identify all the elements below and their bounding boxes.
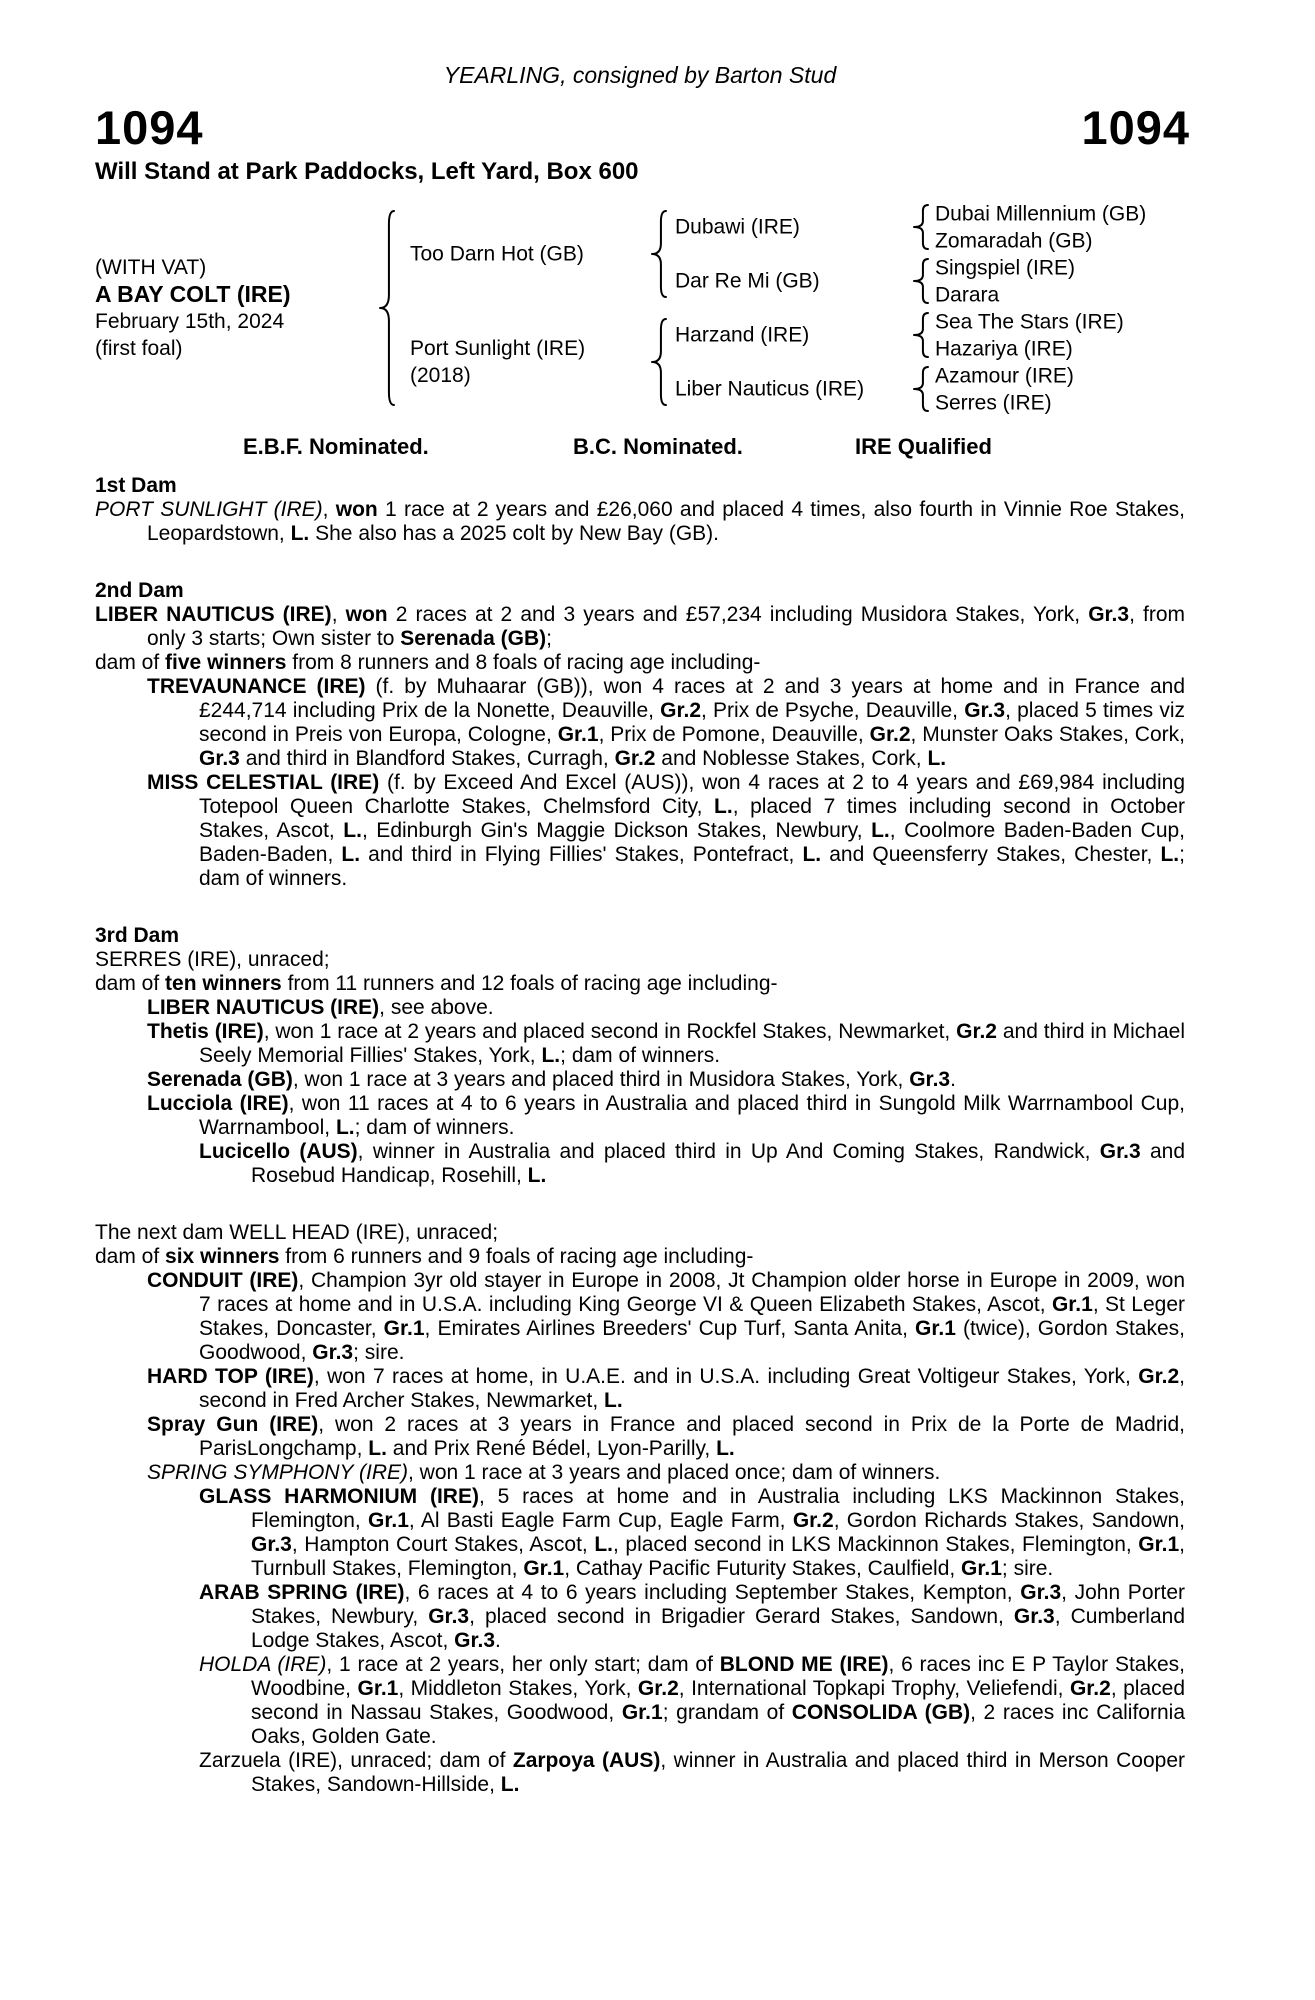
text-segment: Lucicello (AUS) [199,1140,358,1163]
pedigree-paragraph [95,1092,1185,1140]
sire-name: Too Darn Hot (GB) [410,242,584,266]
pedigree-paragraph [95,771,1185,891]
pedigree-table [95,200,1185,416]
text-segment: Spray Gun (IRE) [147,1413,319,1436]
text-segment: , International Topkapi Trophy, Veliefendi, [678,1677,1070,1700]
text-segment: , Cumberland Lodge Stakes, Ascot, [251,1605,1185,1652]
text-segment: BLOND ME (IRE) [719,1653,889,1676]
text-segment: L. [1160,843,1180,866]
text-segment: , Cathay Pacific Futurity Stakes, Caulfield, [564,1557,962,1580]
text-segment: , Edinburgh Gin's Maggie Dickson Stakes, Newbury, [361,819,872,842]
text-segment: Gr.2 [956,1020,997,1043]
text-segment: Gr.3 [1088,603,1130,626]
pedigree-section [95,924,1185,1188]
text-segment: L. [527,1164,547,1187]
text-segment: and Rosebud Handicap, Rosehill, [251,1140,1186,1187]
text-segment: , Al Basti Eagle Farm Cup, Eagle Farm, [408,1509,793,1532]
pedigree-brace-icon [651,210,667,298]
text-segment: L. [802,843,822,866]
text-segment: , Hampton Court Stakes, Ascot, [291,1533,595,1556]
text-segment: , winner in Australia and placed third in Merson Cooper Stakes, Sandown-Hillside, [251,1749,1185,1796]
text-segment: and third in Blandford Stakes, Curragh, [239,747,615,770]
pedigree-paragraph [95,603,1185,651]
text-segment: dam of [95,972,166,995]
text-segment: CONSOLIDA (GB) [791,1701,971,1724]
text-segment: , Champion 3yr old stayer in Europe in 2008, Jt Champion older horse in Europe in 2009, won 7 races at home and in U.S.A. including King George VI & Queen Elizabeth Stakes, Ascot, [199,1269,1185,1316]
pedigree-section [95,579,1185,891]
text-segment: , won 11 races at 4 to 6 years in Australia and placed third in Sungold Milk Warrnambool Cup, Warrnambool, [199,1092,1185,1139]
text-segment: L. [927,747,947,770]
text-segment: , won 2 races at 3 years in France and placed second in Prix de la Porte de Madrid, ParisLongchamp, [199,1413,1185,1460]
pedigree-paragraph [95,1749,1185,1797]
text-segment: L. [335,1116,355,1139]
pedigree-great-grandsire: Dubai Millennium (GB) [935,202,1147,225]
text-segment: , [331,603,346,626]
pedigree-paragraph [95,1068,1185,1092]
text-segment: ; grandam of [662,1701,792,1724]
text-segment: dam of [95,651,166,674]
text-segment: ; dam of winners. [560,1044,721,1067]
text-segment: Gr.3 [1099,1140,1141,1163]
pedigree-paragraph [95,1485,1185,1581]
text-segment: , Gordon Richards Stakes, Sandown, [833,1509,1186,1532]
pedigree-grandparent: Dubawi (IRE) [675,215,800,239]
pedigree-paragraph [95,1461,1185,1485]
text-segment: , Emirates Airlines Breeders' Cup Turf, Santa Anita, [424,1317,916,1340]
pedigree-text [95,474,1185,1797]
text-segment: five winners [165,651,287,674]
pedigree-great-granddam: Serres (IRE) [935,391,1052,414]
pedigree-brace-icon [913,312,929,358]
text-segment: Gr.2 [614,747,656,770]
text-segment: Gr.1 [383,1317,425,1340]
text-segment: L. [604,1389,623,1412]
text-segment: SPRING SYMPHONY (IRE) [147,1461,408,1484]
text-segment: The next dam WELL HEAD (IRE), unraced; [95,1221,499,1244]
text-segment: HOLDA (IRE) [199,1653,327,1676]
text-segment: , 5 races at home and in Australia including LKS Mackinnon Stakes, Flemington, [251,1485,1185,1532]
text-segment: Thetis (IRE) [147,1020,264,1043]
text-segment: , Middleton Stakes, York, [398,1677,638,1700]
text-segment: ; sire. [1001,1557,1054,1580]
text-segment: , placed second in Nassau Stakes, Goodwood, [251,1677,1186,1724]
section-heading: 1st Dam [95,474,177,497]
pedigree-dam [410,335,585,389]
text-segment: from 6 runners and 9 foals of racing age including- [279,1245,754,1268]
pedigree-paragraph [95,1245,1185,1269]
text-segment: ten winners [165,972,282,995]
text-segment: , Munster Oaks Stakes, Cork, [910,723,1185,746]
text-segment: LIBER NAUTICUS (IRE) [147,996,380,1019]
text-segment: dam of [95,1245,166,1268]
text-segment: HARD TOP (IRE) [147,1365,314,1388]
bc-nominated-label: B.C. Nominated. [573,434,743,459]
text-segment: , winner in Australia and placed third in Up And Coming Stakes, Randwick, [357,1140,1100,1163]
subject-line: A BAY COLT (IRE) [95,281,291,307]
text-segment: , from only 3 starts; Own sister to [147,603,1185,650]
pedigree-paragraph [95,498,1185,546]
pedigree-grandparent: Liber Nauticus (IRE) [675,377,865,401]
text-segment: and Queensferry Stakes, Chester, [821,843,1161,866]
text-segment: Gr.3 [964,699,1006,722]
pedigree-paragraph [95,1269,1185,1365]
text-segment: L. [871,819,890,842]
text-segment: Gr.1 [357,1677,399,1700]
text-segment: Gr.1 [523,1557,565,1580]
text-segment: Lucciola (IRE) [147,1092,289,1115]
pedigree-paragraph [95,1413,1185,1461]
text-segment: L. [341,843,361,866]
pedigree-paragraph [95,1020,1185,1068]
text-segment: Gr.2 [660,699,702,722]
text-segment: , 2 races inc California Oaks, Golden Gate. [251,1701,1185,1748]
text-segment: Gr.3 [251,1533,292,1556]
text-segment: , placed second in LKS Mackinnon Stakes, Flemington, [613,1533,1139,1556]
text-segment: Gr.3 [1020,1581,1062,1604]
lot-number-right: 1094 [1081,101,1190,154]
text-segment: six winners [165,1245,280,1268]
text-segment: L. [714,795,733,818]
text-segment: Gr.1 [621,1701,663,1724]
text-segment: , Prix de Pomone, Deauville, [598,723,870,746]
pedigree-subject [95,254,291,362]
text-segment: Gr.3 [312,1341,354,1364]
text-segment: Gr.2 [1138,1365,1180,1388]
pedigree-great-grandsire: Singspiel (IRE) [935,256,1076,279]
pedigree-section [95,474,1185,546]
text-segment: from 11 runners and 12 foals of racing age including- [281,972,778,995]
text-segment: and Noblesse Stakes, Cork, [655,747,928,770]
text-segment: Gr.3 [909,1068,951,1091]
text-segment: , St Leger Stakes, Doncaster, [199,1293,1185,1340]
text-segment: , placed 7 times including second in October Stakes, Ascot, [199,795,1185,842]
pedigree-brace-icon [913,258,929,304]
text-segment: L. [716,1437,735,1460]
pedigree-sire [410,241,584,268]
section-heading: 3rd Dam [95,924,180,947]
text-segment: L. [290,522,310,545]
pedigree-paragraph [95,948,1185,972]
text-segment: She also has a 2025 colt by New Bay (GB). [309,522,719,545]
text-segment: (f. by Exceed And Excel (AUS)), won 4 races at 2 to 4 years and £69,984 including Totepool Queen Charlotte Stakes, Chelmsford City, [199,771,1185,818]
text-segment: ; dam of winners. [199,843,1185,890]
text-segment: ARAB SPRING (IRE) [199,1581,405,1604]
text-segment: Gr.1 [368,1509,409,1532]
dam-name: Port Sunlight (IRE) [410,337,586,360]
text-segment: Gr.1 [557,723,599,746]
pedigree-paragraph [95,1581,1185,1653]
text-segment: Zarzuela (IRE), unraced; dam of [199,1749,513,1772]
text-segment: Gr.3 [199,747,240,770]
pedigree-paragraph [95,651,1185,675]
text-segment: (twice), Gordon Stakes, Goodwood, [199,1317,1186,1364]
ire-qualified-label: IRE Qualified [855,434,992,459]
text-segment: , John Porter Stakes, Newbury, [251,1581,1185,1628]
text-segment: , second in Fred Archer Stakes, Newmarket, [199,1365,1185,1412]
text-segment: PORT SUNLIGHT (IRE) [95,498,323,521]
text-segment: 2 races at 2 and 3 years and £57,234 including Musidora Stakes, York, [387,603,1089,626]
text-segment: , 6 races at 4 to 6 years including September Stakes, Kempton, [404,1581,1021,1604]
pedigree-great-grandsire: Sea The Stars (IRE) [935,310,1124,333]
pedigree-brace-icon [651,318,667,406]
dam-year: (2018) [410,364,471,387]
pedigree-paragraph [95,1140,1185,1188]
text-segment: , won 7 races at home, in U.A.E. and in U.S.A. including Great Voltigeur Stakes, York, [313,1365,1139,1388]
text-segment: , placed second in Brigadier Gerard Stakes, Sandown, [469,1605,1014,1628]
subject-line: (WITH VAT) [95,256,207,279]
pedigree-great-granddam: Darara [935,283,1000,306]
text-segment: and Prix René Bédel, Lyon-Parilly, [386,1437,717,1460]
text-segment: , won 1 race at 2 years and placed second in Rockfel Stakes, Newmarket, [263,1020,957,1043]
text-segment: L. [343,819,362,842]
text-segment: Gr.2 [637,1677,679,1700]
text-segment: won [335,498,378,521]
text-segment: SERRES (IRE), unraced; [95,948,330,971]
consignor-title: YEARLING, consigned by Barton Stud [443,62,837,88]
subject-line: (first foal) [95,337,183,360]
text-segment: , see above. [379,996,494,1019]
text-segment: . [950,1068,956,1091]
text-segment: ; sire. [353,1341,405,1364]
pedigree-great-granddam: Hazariya (IRE) [935,337,1073,360]
text-segment: (f. by Muhaarar (GB)), won 4 races at 2 and 3 years at home and in France and £244,714 including Prix de la Nonette, Deauville, [199,675,1185,722]
text-segment: TREVAUNANCE (IRE) [147,675,366,698]
pedigree-great-granddam: Zomaradah (GB) [935,229,1093,252]
text-segment: L. [594,1533,613,1556]
text-segment: won [345,603,388,626]
text-segment: LIBER NAUTICUS (IRE) [95,603,332,626]
pedigree-section [95,1221,1185,1797]
text-segment: L. [500,1773,520,1796]
pedigree-great-grandsire: Azamour (IRE) [935,364,1074,387]
text-segment: L. [541,1044,561,1067]
text-segment: . [495,1629,501,1652]
pedigree-grandparent: Harzand (IRE) [675,323,810,347]
text-segment: CONDUIT (IRE) [147,1269,299,1292]
lot-number-left: 1094 [95,101,204,154]
text-segment: and third in Flying Fillies' Stakes, Pontefract, [360,843,803,866]
pedigree-brace-icon [913,366,929,412]
nominations-row [95,434,1185,462]
text-segment: Gr.2 [792,1509,834,1532]
text-segment: , Prix de Psyche, Deauville, [701,699,965,722]
text-segment: Serenada (GB) [400,627,547,650]
section-heading: 2nd Dam [95,579,184,602]
pedigree-brace-icon [379,210,395,406]
text-segment: Gr.2 [869,723,911,746]
text-segment: Gr.3 [1013,1605,1055,1628]
pedigree-paragraph [95,972,1185,996]
subject-line: February 15th, 2024 [95,310,285,333]
text-segment: from 8 runners and 8 foals of racing age including- [286,651,761,674]
text-segment: L. [368,1437,387,1460]
text-segment: Serenada (GB) [147,1068,293,1091]
text-segment: ; dam of winners. [354,1116,515,1139]
text-segment: ; [546,627,552,650]
text-segment: 1 race at 2 years and £26,060 and placed 4 times, also fourth in Vinnie Roe Stakes, Leopardstown, [147,498,1186,545]
pedigree-paragraph [95,1221,1185,1245]
text-segment: , 1 race at 2 years, her only start; dam of [326,1653,720,1676]
text-segment: , won 1 race at 3 years and placed once; dam of winners. [407,1461,941,1484]
pedigree-paragraph [95,1653,1185,1749]
text-segment: , 6 races inc E P Taylor Stakes, Woodbine, [251,1653,1185,1700]
text-segment: Gr.3 [454,1629,496,1652]
pedigree-paragraph [95,1365,1185,1413]
text-segment: , [322,498,336,521]
text-segment: Gr.1 [915,1317,956,1340]
text-segment: GLASS HARMONIUM (IRE) [199,1485,479,1508]
text-segment: , Turnbull Stakes, Flemington, [251,1533,1185,1580]
text-segment: , won 1 race at 3 years and placed third in Musidora Stakes, York, [292,1068,910,1091]
text-segment: , placed 5 times viz second in Preis von Europa, Cologne, [199,699,1185,746]
text-segment: Gr.3 [428,1605,470,1628]
text-segment: and third in Michael Seely Memorial Fillies' Stakes, York, [199,1020,1185,1067]
text-segment: Gr.1 [1138,1533,1180,1556]
stand-location: Will Stand at Park Paddocks, Left Yard, Box 600 [95,158,639,185]
text-segment: , Coolmore Baden-Baden Cup, Baden-Baden, [199,819,1186,866]
ebf-nominated-label: E.B.F. Nominated. [243,434,429,459]
text-segment: MISS CELESTIAL (IRE) [147,771,380,794]
pedigree-grandparent: Dar Re Mi (GB) [675,269,820,293]
text-segment: Gr.1 [1051,1293,1093,1316]
pedigree-paragraph [95,996,1185,1020]
pedigree-paragraph [95,675,1185,771]
text-segment: Gr.1 [961,1557,1002,1580]
pedigree-brace-icon [913,204,929,250]
text-segment: Gr.2 [1069,1677,1111,1700]
text-segment: Zarpoya (AUS) [512,1749,661,1772]
